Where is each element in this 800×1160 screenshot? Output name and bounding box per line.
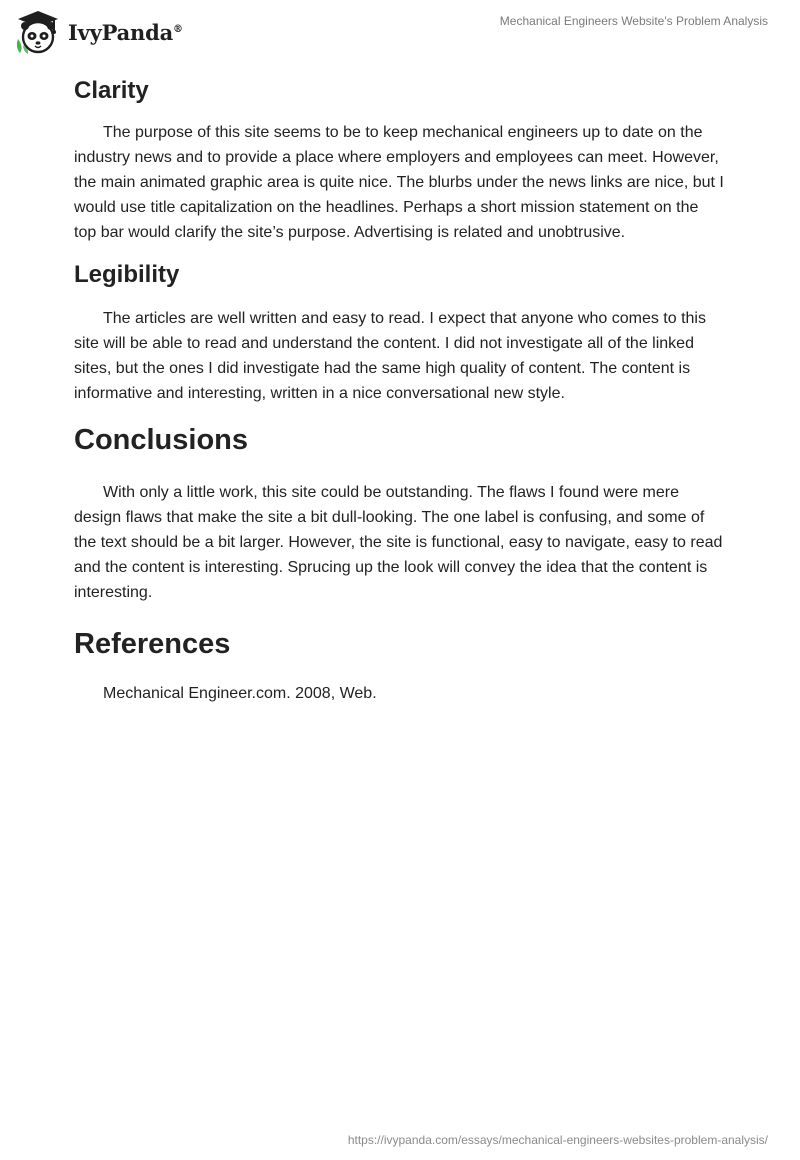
section-heading-clarity: Clarity — [74, 77, 149, 104]
section-paragraph-legibility: The articles are well written and easy to read. I expect that anyone who comes to this site will be able to read and understand the content. I did not investigate all of the linked sites, but the ones I did investigate had the same high quality of content. The content is informative and interesting, written in a nice conversational new style. — [74, 310, 706, 402]
registered-mark: ® — [173, 23, 183, 35]
page-header — [0, 0, 800, 64]
section-paragraph-clarity: The purpose of this site seems to be to keep mechanical engineers up to date on the industry news and to provide a place where employers and employees can meet. However, the main animated graphic area is quite nice. The blurbs under the news links are nice, but I would use title capitalization on the headlines. Perhaps a short mission statement on the top bar would clarify the site’s purpose. Advertising is related and unobtrusive. — [74, 124, 724, 241]
footer-url-link[interactable]: https://ivypanda.com/essays/mechanical-engineers-websites-problem-analysis/ — [347, 1133, 768, 1147]
section-heading-references: References — [74, 628, 231, 660]
section-heading-conclusions: Conclusions — [74, 424, 249, 456]
ivypanda-logo[interactable] — [14, 8, 183, 56]
panda-graduate-icon — [14, 9, 62, 55]
section-heading-legibility: Legibility — [74, 261, 180, 288]
logo-wordmark: IvyPanda® — [68, 19, 183, 45]
document-title: Mechanical Engineers Website's Problem Analysis — [499, 14, 768, 28]
essay-content — [74, 70, 724, 706]
reference-entry: Mechanical Engineer.com. 2008, Web. — [103, 685, 377, 702]
section-paragraph-conclusions: With only a little work, this site could be outstanding. The flaws I found were mere design flaws that make the site a bit dull-looking. The one label is confusing, and some of the text should be a bit larger. However, the site is functional, easy to navigate, easy to read and the content is interesting. Sprucing up the look will convey the idea that the content is interesting. — [74, 484, 723, 601]
